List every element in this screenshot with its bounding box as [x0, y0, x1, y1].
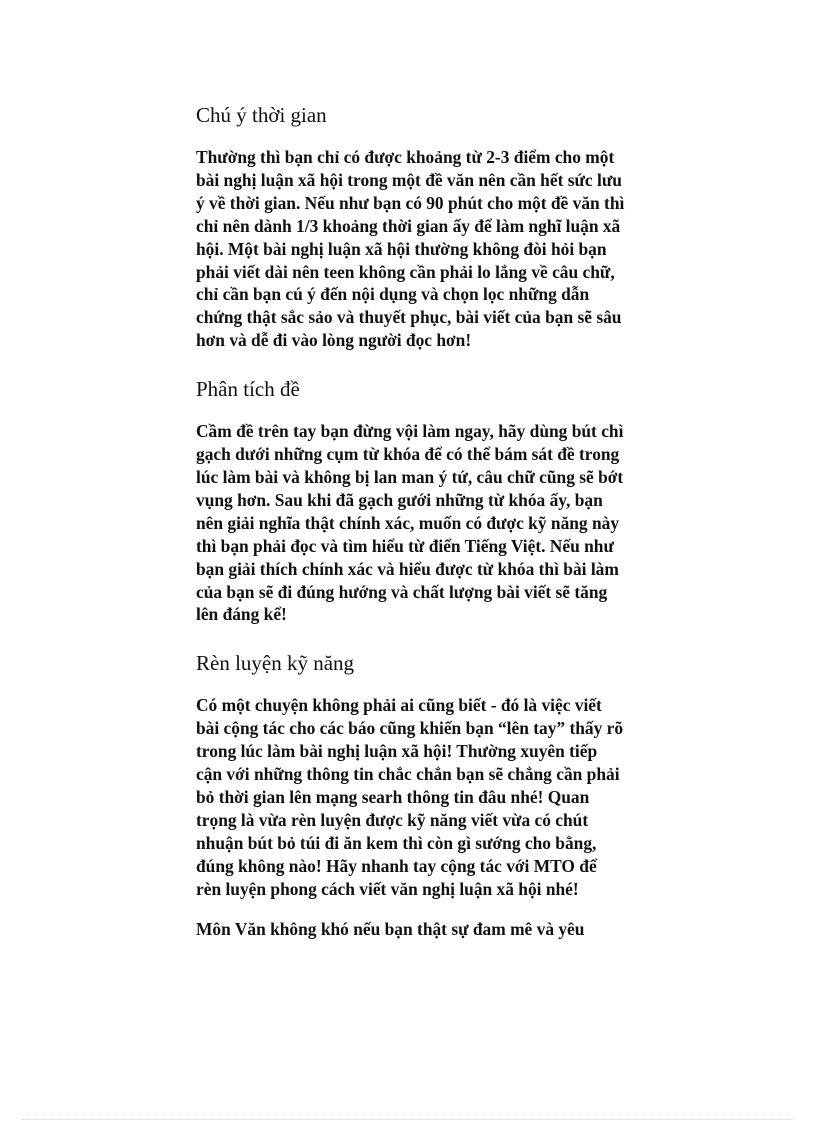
heading-skills: Rèn luyện kỹ năng [196, 651, 355, 676]
paragraph-analysis: Cầm đề trên tay bạn đừng vội làm ngay, hãy dùng bút chì gạch dưới những cụm từ khóa để có thể bám sát đề trong lúc làm bài và không bị lan man ý tứ, câu chữ cũng sẽ bớt vụng hơn. Sau khi đã gạch gưới những từ khóa ấy, bạn nên giải nghĩa thật chính xác, muốn có được kỹ năng này thì bạn phải đọc và tìm hiểu từ điển Tiếng Việt. Nếu như bạn giải thích chính xác và hiểu được từ khóa thì bài làm của bạn sẽ đi đúng hướng và chất lượng bài viết sẽ tăng lên đáng kể! [196, 421, 624, 625]
section-skills [196, 648, 626, 900]
section-analysis [196, 374, 626, 626]
section-time [196, 100, 626, 352]
document-body [196, 100, 626, 941]
paragraph-skills: Có một chuyện không phải ai cũng biết - đó là việc viết bài cộng tác cho các báo cũng khiến bạn “lên tay” thấy rõ trong lúc làm bài nghị luận xã hội! Thường xuyên tiếp cận với những thông tin chắc chắn bạn sẽ chẳng cần phải bỏ thời gian lên mạng searh thông tin đâu nhé! Quan trọng là vừa rèn luyện được kỹ năng viết vừa có chút nhuận bút bỏ túi đi ăn kem thì còn gì sướng cho bằng, đúng không nào! Hãy nhanh tay cộng tác với MTO để rèn luyện phong cách viết văn nghị luận xã hội nhé! [196, 695, 624, 899]
closing-paragraph: Môn Văn không khó nếu bạn thật sự đam mê và yêu [196, 919, 585, 940]
paragraph-time: Thường thì bạn chỉ có được khoảng từ 2-3 điểm cho một bài nghị luận xã hội trong một đề văn nên cần hết sức lưu ý về thời gian. Nếu như bạn có 90 phút cho một đề văn thì chỉ nên dành 1/3 khoảng thời gian ấy để làm nghĩ luận xã hội. Một bài nghị luận xã hội thường không đòi hỏi bạn phải viết dài nên teen không cần phải lo lắng về câu chữ, chỉ cần bạn cú ý đến nội dụng và chọn lọc những dẫn chứng thật sắc sảo và thuyết phục, bài viết của bạn sẽ sâu hơn và dễ đi vào lòng người đọc hơn! [196, 147, 625, 351]
heading-time: Chú ý thời gian [196, 103, 327, 127]
heading-analysis: Phân tích đề [196, 377, 300, 402]
page-bottom-divider [22, 1119, 794, 1120]
